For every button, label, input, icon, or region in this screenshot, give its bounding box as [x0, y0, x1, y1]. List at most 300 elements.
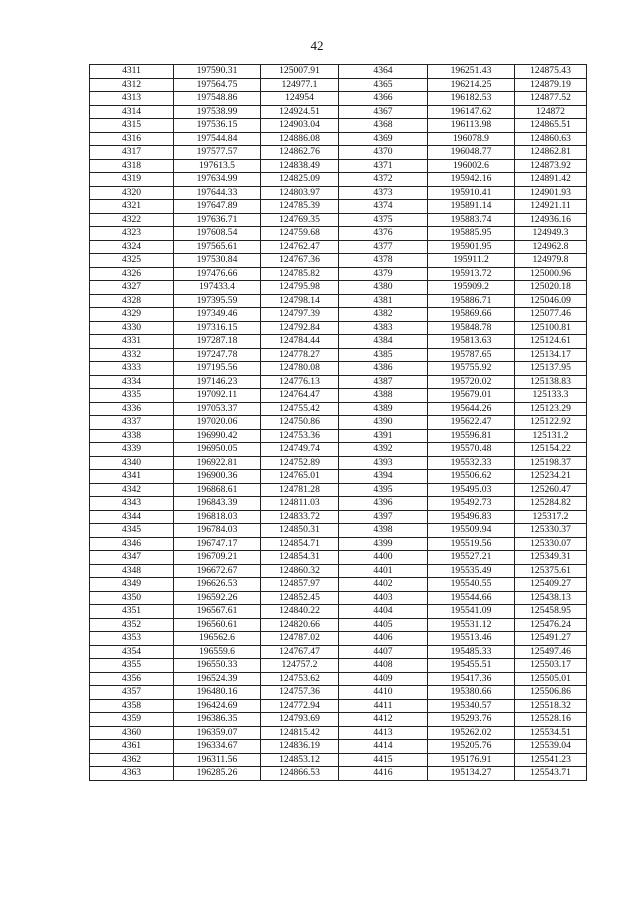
- table-cell-point-left: 4321: [90, 200, 174, 214]
- table-cell-point-right: 4380: [339, 281, 428, 295]
- table-cell-point-left: 4340: [90, 456, 174, 470]
- table-cell-point-left: 4339: [90, 443, 174, 457]
- table-cell-x-left: 196922.81: [174, 456, 261, 470]
- table-row: [90, 497, 587, 511]
- table-cell-x-right: 195417.36: [428, 672, 515, 686]
- table-cell-x-right: 195885.95: [428, 227, 515, 241]
- table-cell-point-right: 4410: [339, 686, 428, 700]
- table-cell-y-left: 124836.19: [261, 740, 339, 754]
- table-cell-y-left: 124815.42: [261, 726, 339, 740]
- table-cell-y-right: 125503.17: [515, 659, 587, 673]
- table-row: [90, 524, 587, 538]
- table-cell-x-left: 196311.56: [174, 753, 261, 767]
- table-cell-point-right: 4383: [339, 321, 428, 335]
- table-cell-point-right: 4396: [339, 497, 428, 511]
- table-cell-point-left: 4355: [90, 659, 174, 673]
- table-cell-point-right: 4370: [339, 146, 428, 160]
- table-cell-point-right: 4393: [339, 456, 428, 470]
- table-cell-x-left: 196709.21: [174, 551, 261, 565]
- table-cell-x-left: 196424.69: [174, 699, 261, 713]
- table-cell-point-right: 4384: [339, 335, 428, 349]
- table-cell-y-right: 125124.61: [515, 335, 587, 349]
- table-cell-point-left: 4357: [90, 686, 174, 700]
- table-cell-x-left: 197548.86: [174, 92, 261, 106]
- table-cell-point-right: 4378: [339, 254, 428, 268]
- table-cell-y-left: 124784.44: [261, 335, 339, 349]
- table-cell-x-right: 195496.83: [428, 510, 515, 524]
- table-cell-y-left: 124825.09: [261, 173, 339, 187]
- coordinates-table-body: [90, 65, 587, 781]
- table-cell-point-right: 4392: [339, 443, 428, 457]
- table-cell-point-left: 4350: [90, 591, 174, 605]
- table-cell-x-left: 196285.26: [174, 767, 261, 781]
- table-cell-x-right: 195622.47: [428, 416, 515, 430]
- table-cell-x-left: 196480.16: [174, 686, 261, 700]
- table-cell-y-right: 124962.8: [515, 240, 587, 254]
- table-cell-point-left: 4348: [90, 564, 174, 578]
- table-cell-point-left: 4362: [90, 753, 174, 767]
- table-cell-point-left: 4344: [90, 510, 174, 524]
- table-cell-point-left: 4335: [90, 389, 174, 403]
- table-row: [90, 105, 587, 119]
- table-cell-point-right: 4407: [339, 645, 428, 659]
- table-cell-x-left: 197287.18: [174, 335, 261, 349]
- table-cell-x-right: 195492.73: [428, 497, 515, 511]
- table-cell-point-right: 4387: [339, 375, 428, 389]
- table-cell-point-right: 4399: [339, 537, 428, 551]
- table-cell-x-left: 197634.99: [174, 173, 261, 187]
- table-cell-x-right: 195596.81: [428, 429, 515, 443]
- table-cell-point-right: 4376: [339, 227, 428, 241]
- table-cell-point-right: 4398: [339, 524, 428, 538]
- table-cell-y-left: 124854.31: [261, 551, 339, 565]
- table-cell-y-left: 124803.97: [261, 186, 339, 200]
- table-cell-y-right: 124891.42: [515, 173, 587, 187]
- table-cell-point-right: 4401: [339, 564, 428, 578]
- table-cell-point-left: 4356: [90, 672, 174, 686]
- table-row: [90, 605, 587, 619]
- table-cell-y-right: 124949.3: [515, 227, 587, 241]
- table-cell-x-right: 195570.48: [428, 443, 515, 457]
- table-row: [90, 416, 587, 430]
- table-cell-y-right: 124873.92: [515, 159, 587, 173]
- table-cell-y-left: 124954: [261, 92, 339, 106]
- table-cell-y-left: 124853.12: [261, 753, 339, 767]
- table-cell-point-left: 4320: [90, 186, 174, 200]
- table-cell-y-right: 124862.81: [515, 146, 587, 160]
- table-cell-y-left: 124764.47: [261, 389, 339, 403]
- table-cell-y-left: 124797.39: [261, 308, 339, 322]
- table-cell-x-left: 196560.61: [174, 618, 261, 632]
- table-cell-point-right: 4382: [339, 308, 428, 322]
- table-row: [90, 537, 587, 551]
- table-row: [90, 375, 587, 389]
- table-cell-y-right: 125000.96: [515, 267, 587, 281]
- table-cell-y-left: 124850.31: [261, 524, 339, 538]
- table-row: [90, 119, 587, 133]
- table-cell-point-left: 4311: [90, 65, 174, 79]
- table-cell-y-right: 125349.31: [515, 551, 587, 565]
- table-cell-y-right: 124875.43: [515, 65, 587, 79]
- table-cell-x-right: 195913.72: [428, 267, 515, 281]
- table-cell-y-left: 124785.82: [261, 267, 339, 281]
- table-cell-y-right: 125409.27: [515, 578, 587, 592]
- table-cell-y-left: 124820.66: [261, 618, 339, 632]
- table-cell-point-right: 4375: [339, 213, 428, 227]
- table-cell-y-left: 124792.84: [261, 321, 339, 335]
- table-cell-x-left: 196950.05: [174, 443, 261, 457]
- table-cell-x-left: 197020.06: [174, 416, 261, 430]
- table-cell-x-left: 197247.78: [174, 348, 261, 362]
- table-row: [90, 321, 587, 335]
- table-cell-y-right: 125438.13: [515, 591, 587, 605]
- table-cell-y-left: 125007.91: [261, 65, 339, 79]
- table-row: [90, 645, 587, 659]
- table-cell-y-right: 125497.46: [515, 645, 587, 659]
- table-cell-y-left: 124767.36: [261, 254, 339, 268]
- table-cell-point-right: 4409: [339, 672, 428, 686]
- table-cell-x-left: 196843.39: [174, 497, 261, 511]
- table-cell-point-right: 4372: [339, 173, 428, 187]
- table-cell-x-left: 196868.61: [174, 483, 261, 497]
- table-row: [90, 686, 587, 700]
- table-cell-y-right: 125541.23: [515, 753, 587, 767]
- table-cell-x-right: 195869.66: [428, 308, 515, 322]
- table-row: [90, 78, 587, 92]
- table-cell-x-left: 197565.61: [174, 240, 261, 254]
- table-cell-x-right: 195380.66: [428, 686, 515, 700]
- table-cell-point-right: 4368: [339, 119, 428, 133]
- table-cell-x-left: 197636.71: [174, 213, 261, 227]
- table-cell-point-left: 4312: [90, 78, 174, 92]
- table-row: [90, 456, 587, 470]
- table-row: [90, 294, 587, 308]
- table-row: [90, 200, 587, 214]
- table-cell-x-right: 196214.25: [428, 78, 515, 92]
- table-cell-x-right: 196113.98: [428, 119, 515, 133]
- table-cell-y-left: 124785.39: [261, 200, 339, 214]
- table-row: [90, 213, 587, 227]
- table-cell-y-right: 125543.71: [515, 767, 587, 781]
- table-row: [90, 483, 587, 497]
- table-cell-x-left: 196334.67: [174, 740, 261, 754]
- table-cell-point-left: 4354: [90, 645, 174, 659]
- table-cell-x-right: 195540.55: [428, 578, 515, 592]
- table-cell-y-left: 124860.32: [261, 564, 339, 578]
- table-cell-point-left: 4361: [90, 740, 174, 754]
- table-cell-x-right: 195506.62: [428, 470, 515, 484]
- table-cell-point-right: 4373: [339, 186, 428, 200]
- table-row: [90, 564, 587, 578]
- table-cell-x-right: 195495.03: [428, 483, 515, 497]
- table-cell-x-left: 197590.31: [174, 65, 261, 79]
- table-cell-y-left: 124781.28: [261, 483, 339, 497]
- table-cell-y-left: 124776.13: [261, 375, 339, 389]
- table-cell-point-left: 4326: [90, 267, 174, 281]
- table-cell-x-left: 197530.84: [174, 254, 261, 268]
- table-cell-y-left: 124750.86: [261, 416, 339, 430]
- table-cell-y-left: 124765.01: [261, 470, 339, 484]
- table-cell-point-left: 4329: [90, 308, 174, 322]
- table-cell-x-left: 197092.11: [174, 389, 261, 403]
- table-cell-point-right: 4414: [339, 740, 428, 754]
- table-cell-point-left: 4347: [90, 551, 174, 565]
- table-cell-x-right: 195813.63: [428, 335, 515, 349]
- table-cell-point-right: 4374: [339, 200, 428, 214]
- table-cell-x-left: 197544.84: [174, 132, 261, 146]
- table-cell-y-right: 124860.63: [515, 132, 587, 146]
- table-row: [90, 146, 587, 160]
- table-cell-x-right: 195293.76: [428, 713, 515, 727]
- table-cell-point-right: 4364: [339, 65, 428, 79]
- table-cell-point-left: 4343: [90, 497, 174, 511]
- table-cell-x-left: 196900.36: [174, 470, 261, 484]
- table-row: [90, 510, 587, 524]
- table-cell-y-left: 124767.47: [261, 645, 339, 659]
- table-cell-y-left: 124757.36: [261, 686, 339, 700]
- table-cell-x-left: 196592.26: [174, 591, 261, 605]
- table-cell-point-right: 4390: [339, 416, 428, 430]
- table-row: [90, 672, 587, 686]
- table-row: [90, 173, 587, 187]
- table-cell-point-left: 4349: [90, 578, 174, 592]
- table-cell-x-left: 196550.33: [174, 659, 261, 673]
- table-row: [90, 65, 587, 79]
- table-cell-y-left: 124769.35: [261, 213, 339, 227]
- table-cell-point-left: 4325: [90, 254, 174, 268]
- table-cell-x-left: 196747.17: [174, 537, 261, 551]
- table-cell-point-left: 4333: [90, 362, 174, 376]
- table-cell-y-right: 125476.24: [515, 618, 587, 632]
- table-cell-point-left: 4331: [90, 335, 174, 349]
- table-cell-y-right: 125077.46: [515, 308, 587, 322]
- table-cell-y-right: 124921.11: [515, 200, 587, 214]
- table-cell-point-left: 4332: [90, 348, 174, 362]
- table-row: [90, 429, 587, 443]
- table-cell-x-right: 195541.09: [428, 605, 515, 619]
- table-row: [90, 699, 587, 713]
- table-cell-x-right: 195644.26: [428, 402, 515, 416]
- table-cell-x-right: 195519.56: [428, 537, 515, 551]
- table-cell-x-left: 196567.61: [174, 605, 261, 619]
- table-cell-point-left: 4317: [90, 146, 174, 160]
- table-cell-x-left: 196386.35: [174, 713, 261, 727]
- table-cell-x-left: 197647.89: [174, 200, 261, 214]
- table-cell-y-right: 124979.8: [515, 254, 587, 268]
- table-cell-y-left: 124793.69: [261, 713, 339, 727]
- table-cell-x-right: 195679.01: [428, 389, 515, 403]
- table-cell-y-right: 125284.82: [515, 497, 587, 511]
- table-cell-point-right: 4369: [339, 132, 428, 146]
- table-cell-y-right: 125260.47: [515, 483, 587, 497]
- table-cell-y-left: 124886.08: [261, 132, 339, 146]
- table-cell-x-left: 197433.4: [174, 281, 261, 295]
- table-cell-point-right: 4406: [339, 632, 428, 646]
- table-cell-y-left: 124977.1: [261, 78, 339, 92]
- table-cell-x-right: 195911.2: [428, 254, 515, 268]
- table-cell-point-right: 4397: [339, 510, 428, 524]
- table-cell-point-left: 4359: [90, 713, 174, 727]
- table-cell-point-left: 4358: [90, 699, 174, 713]
- table-row: [90, 402, 587, 416]
- table-row: [90, 767, 587, 781]
- table-cell-y-right: 125528.16: [515, 713, 587, 727]
- table-row: [90, 159, 587, 173]
- table-cell-y-left: 124866.53: [261, 767, 339, 781]
- table-cell-x-right: 195909.2: [428, 281, 515, 295]
- table-cell-x-right: 195205.76: [428, 740, 515, 754]
- table-cell-y-left: 124924.51: [261, 105, 339, 119]
- table-cell-x-right: 196002.6: [428, 159, 515, 173]
- table-cell-y-right: 124936.16: [515, 213, 587, 227]
- table-cell-point-left: 4313: [90, 92, 174, 106]
- table-row: [90, 726, 587, 740]
- table-cell-x-right: 195848.78: [428, 321, 515, 335]
- table-cell-point-left: 4353: [90, 632, 174, 646]
- table-cell-point-left: 4318: [90, 159, 174, 173]
- table-cell-y-left: 124778.27: [261, 348, 339, 362]
- table-cell-point-right: 4385: [339, 348, 428, 362]
- table-cell-y-left: 124840.22: [261, 605, 339, 619]
- table-cell-y-right: 125137.95: [515, 362, 587, 376]
- table-row: [90, 578, 587, 592]
- table-row: [90, 713, 587, 727]
- table-cell-y-right: 125375.61: [515, 564, 587, 578]
- table-cell-x-left: 197536.15: [174, 119, 261, 133]
- table-cell-y-left: 124753.62: [261, 672, 339, 686]
- table-cell-y-right: 125506.86: [515, 686, 587, 700]
- table-cell-point-left: 4328: [90, 294, 174, 308]
- table-cell-x-left: 197564.75: [174, 78, 261, 92]
- table-cell-point-right: 4381: [339, 294, 428, 308]
- table-cell-point-left: 4346: [90, 537, 174, 551]
- table-cell-y-left: 124852.45: [261, 591, 339, 605]
- table-cell-y-right: 125131.2: [515, 429, 587, 443]
- table-cell-x-right: 195901.95: [428, 240, 515, 254]
- table-cell-x-left: 196562.6: [174, 632, 261, 646]
- table-cell-y-right: 125505.01: [515, 672, 587, 686]
- table-cell-x-right: 195755.92: [428, 362, 515, 376]
- table-cell-x-left: 196359.07: [174, 726, 261, 740]
- table-cell-x-left: 196818.03: [174, 510, 261, 524]
- table-cell-point-right: 4367: [339, 105, 428, 119]
- table-cell-x-right: 195532.33: [428, 456, 515, 470]
- table-row: [90, 281, 587, 295]
- table-cell-x-right: 195720.02: [428, 375, 515, 389]
- table-cell-x-right: 195513.46: [428, 632, 515, 646]
- table-cell-point-right: 4416: [339, 767, 428, 781]
- table-cell-point-right: 4404: [339, 605, 428, 619]
- table-cell-x-left: 197195.56: [174, 362, 261, 376]
- table-cell-y-right: 125458.95: [515, 605, 587, 619]
- table-cell-x-left: 196559.6: [174, 645, 261, 659]
- table-cell-x-left: 197146.23: [174, 375, 261, 389]
- table-cell-y-left: 124833.72: [261, 510, 339, 524]
- table-cell-point-right: 4415: [339, 753, 428, 767]
- table-cell-y-left: 124903.04: [261, 119, 339, 133]
- table-row: [90, 551, 587, 565]
- table-row: [90, 740, 587, 754]
- table-cell-y-left: 124787.02: [261, 632, 339, 646]
- table-cell-y-right: 125133.3: [515, 389, 587, 403]
- table-cell-x-right: 195886.71: [428, 294, 515, 308]
- table-cell-y-left: 124759.68: [261, 227, 339, 241]
- table-cell-y-left: 124780.08: [261, 362, 339, 376]
- table-cell-point-left: 4324: [90, 240, 174, 254]
- table-cell-point-right: 4388: [339, 389, 428, 403]
- table-cell-point-right: 4402: [339, 578, 428, 592]
- table-cell-y-right: 125317.2: [515, 510, 587, 524]
- table-cell-y-left: 124854.71: [261, 537, 339, 551]
- table-cell-x-left: 196672.67: [174, 564, 261, 578]
- table-row: [90, 335, 587, 349]
- table-row: [90, 92, 587, 106]
- table-cell-y-left: 124762.47: [261, 240, 339, 254]
- table-cell-point-left: 4323: [90, 227, 174, 241]
- table-cell-y-right: 125234.21: [515, 470, 587, 484]
- table-cell-y-right: 125138.83: [515, 375, 587, 389]
- table-cell-x-right: 195134.27: [428, 767, 515, 781]
- table-cell-x-right: 195176.91: [428, 753, 515, 767]
- table-cell-y-left: 124757.2: [261, 659, 339, 673]
- table-cell-point-left: 4336: [90, 402, 174, 416]
- table-cell-point-right: 4395: [339, 483, 428, 497]
- table-cell-x-left: 197476.66: [174, 267, 261, 281]
- table-cell-y-right: 125100.81: [515, 321, 587, 335]
- table-cell-y-left: 124772.94: [261, 699, 339, 713]
- table-row: [90, 348, 587, 362]
- table-row: [90, 632, 587, 646]
- table-row: [90, 659, 587, 673]
- table-cell-point-right: 4405: [339, 618, 428, 632]
- table-cell-x-right: 196048.77: [428, 146, 515, 160]
- table-cell-x-right: 195485.33: [428, 645, 515, 659]
- table-cell-x-right: 195942.16: [428, 173, 515, 187]
- table-cell-x-left: 196990.42: [174, 429, 261, 443]
- table-cell-x-left: 197613.5: [174, 159, 261, 173]
- table-row: [90, 186, 587, 200]
- table-cell-x-left: 197538.99: [174, 105, 261, 119]
- table-cell-point-right: 4377: [339, 240, 428, 254]
- table-cell-x-right: 195544.66: [428, 591, 515, 605]
- table-cell-point-left: 4338: [90, 429, 174, 443]
- table-cell-y-right: 125330.07: [515, 537, 587, 551]
- table-cell-y-right: 125123.29: [515, 402, 587, 416]
- page-number: 42: [310, 38, 324, 53]
- table-cell-x-left: 197395.59: [174, 294, 261, 308]
- table-cell-y-right: 124872: [515, 105, 587, 119]
- coordinates-table: [89, 64, 587, 781]
- table-row: [90, 254, 587, 268]
- table-row: [90, 362, 587, 376]
- table-cell-y-left: 124755.42: [261, 402, 339, 416]
- table-cell-y-right: 125020.18: [515, 281, 587, 295]
- table-cell-point-right: 4413: [339, 726, 428, 740]
- table-cell-y-right: 125046.09: [515, 294, 587, 308]
- table-cell-y-right: 125491.27: [515, 632, 587, 646]
- table-row: [90, 132, 587, 146]
- table-cell-point-left: 4345: [90, 524, 174, 538]
- table-cell-x-left: 197349.46: [174, 308, 261, 322]
- table-cell-x-right: 196147.62: [428, 105, 515, 119]
- table-row: [90, 470, 587, 484]
- table-cell-x-right: 195891.14: [428, 200, 515, 214]
- table-cell-x-left: 197608.54: [174, 227, 261, 241]
- table-cell-y-left: 124862.76: [261, 146, 339, 160]
- table-row: [90, 240, 587, 254]
- table-cell-point-left: 4334: [90, 375, 174, 389]
- table-cell-x-right: 195910.41: [428, 186, 515, 200]
